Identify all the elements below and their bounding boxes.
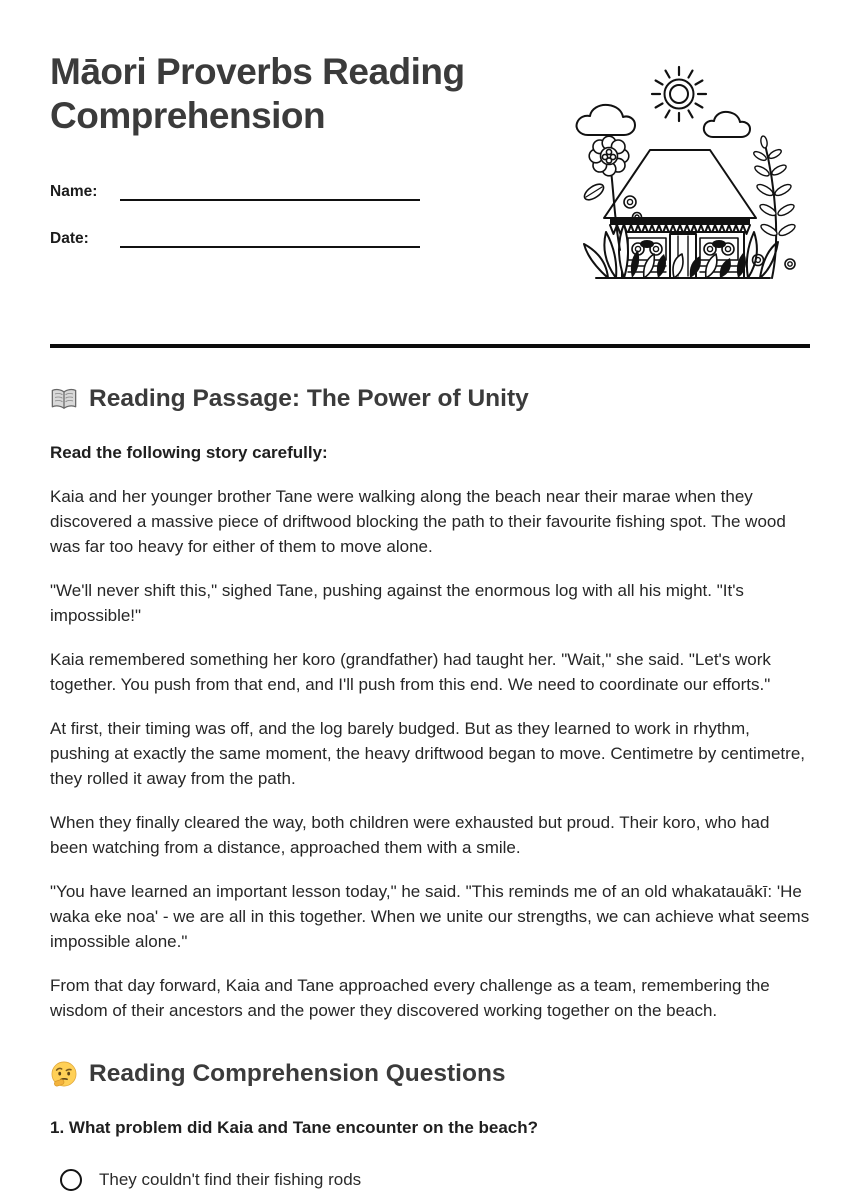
thinking-face-icon (50, 1060, 78, 1088)
questions-section (50, 1059, 810, 1192)
passage-paragraph: "You have learned an important lesson today," he said. "This reminds me of an old whakatauākī: 'He waka eke noa' - we are all in this together. When we unite our strengths, we can achieve what seems impossible alone." (50, 882, 810, 951)
header (50, 0, 810, 344)
question-1-option-1[interactable] (60, 1168, 810, 1192)
passage-paragraph: "We'll never shift this," sighed Tane, pushing against the enormous log with all his might. "It's impossible!" (50, 581, 744, 625)
questions-heading-text: Reading Comprehension Questions (89, 1060, 506, 1087)
passage-paragraph: When they finally cleared the way, both children were exhausted but proud. Their koro, who had been watching from a distance, approached them with a smile. (50, 813, 770, 857)
name-label: Name: (50, 182, 98, 200)
passage-paragraph: Kaia and her younger brother Tane were walking along the beach near their marae when they discovered a massive piece of driftwood blocking the path to their favourite fishing spot. The wood was far too heavy for either of them to move alone. (50, 487, 786, 556)
date-input-line[interactable] (120, 224, 420, 248)
questions-heading (50, 1059, 810, 1089)
page-title: Māori Proverbs Reading Comprehension (50, 51, 465, 137)
passage-paragraph: At first, their timing was off, and the log barely budged. But as they learned to work in rhythm, pushing at exactly the same moment, the heavy driftwood began to move. Centimetre by centimetre, they rolled it away from the path. (50, 719, 805, 788)
reading-passage-section (50, 384, 810, 1023)
passage-paragraph: From that day forward, Kaia and Tane approached every challenge as a team, remembering the wisdom of their ancestors and the power they discovered working together on the beach. (50, 976, 770, 1020)
passage-instruction: Read the following story carefully: (50, 443, 328, 462)
passage-heading-text: Reading Passage: The Power of Unity (89, 385, 529, 412)
open-book-icon (50, 387, 78, 411)
date-label: Date: (50, 229, 89, 247)
passage-heading (50, 384, 810, 414)
option-label: They couldn't find their fishing rods (99, 1170, 362, 1189)
marae-illustration (558, 64, 808, 284)
passage-paragraph: Kaia remembered something her koro (grandfather) had taught her. "Wait," she said. "Let's work together. You push from that end, and I'll push from this end. We need to coordinate our efforts." (50, 650, 771, 694)
radio-button[interactable] (60, 1169, 82, 1191)
section-divider (50, 344, 810, 348)
name-input-line[interactable] (120, 177, 420, 201)
question-1-text: 1. What problem did Kaia and Tane encounter on the beach? (50, 1118, 539, 1137)
